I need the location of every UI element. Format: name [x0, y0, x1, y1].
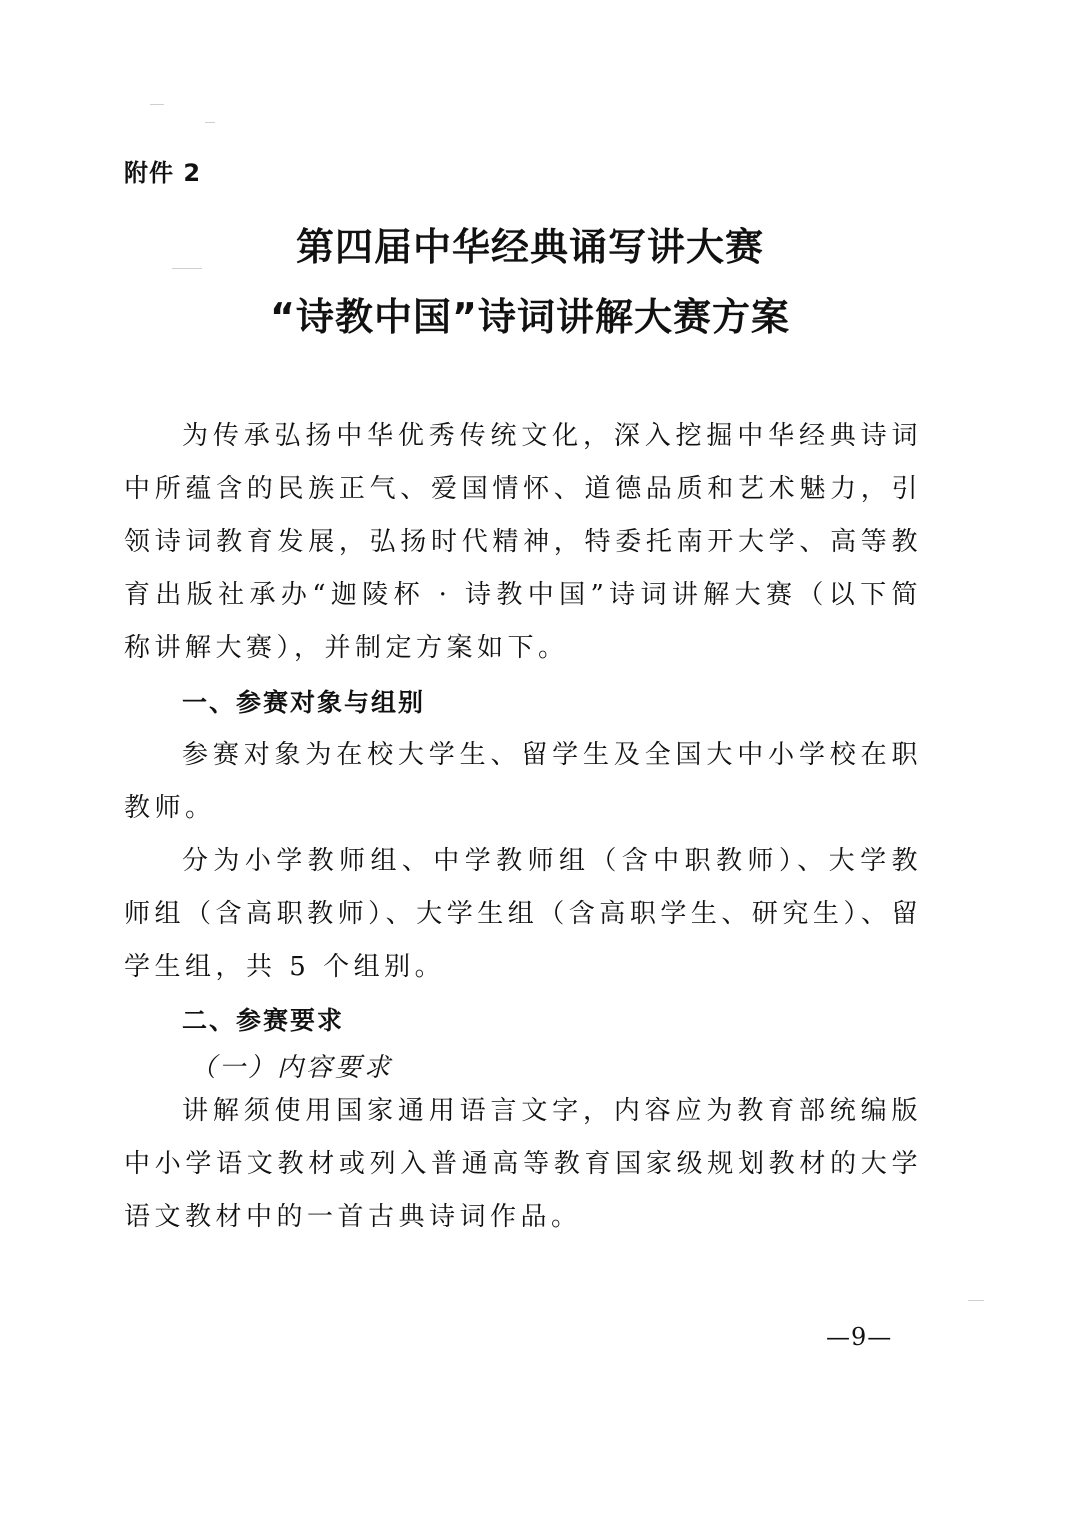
scan-speck	[205, 122, 215, 123]
intro-paragraph: 为传承弘扬中华优秀传统文化，深入挖掘中华经典诗词中所蕴含的民族正气、爱国情怀、道德品质和艺术魅力，引领诗词教育发展，弘扬时代精神，特委托南开大学、高等教育出版社承办“迦陵杯 · 诗教中国”诗词讲解大赛（以下简称讲解大赛），并制定方案如下。	[124, 421, 922, 663]
title-line-2: “诗教中国”诗词讲解大赛方案	[270, 295, 790, 339]
groups-paragraph: 分为小学教师组、中学教师组（含中职教师）、大学教师组（含高职教师）、大学生组（含高职学生、研究生）、留学生组，共 5 个组别。	[124, 846, 922, 982]
subheading-content-requirements: （一）内容要求	[190, 1053, 394, 1083]
content-requirements-paragraph: 讲解须使用国家通用语言文字，内容应为教育部统编版中小学语文教材或列入普通高等教育国家级规划教材的大学语文教材中的一首古典诗词作品。	[124, 1096, 922, 1232]
page-number: —9—	[826, 1323, 893, 1351]
participants-paragraph: 参赛对象为在校大学生、留学生及全国大中小学校在职教师。	[124, 740, 922, 823]
section-heading-requirements: 二、参赛要求	[182, 1006, 345, 1035]
scan-speck	[150, 104, 164, 105]
attachment-label: 附件 2	[124, 159, 202, 187]
scan-speck	[968, 1300, 984, 1301]
title-line-1: 第四届中华经典诵写讲大赛	[295, 225, 764, 269]
section-heading-participants: 一、参赛对象与组别	[182, 688, 426, 717]
